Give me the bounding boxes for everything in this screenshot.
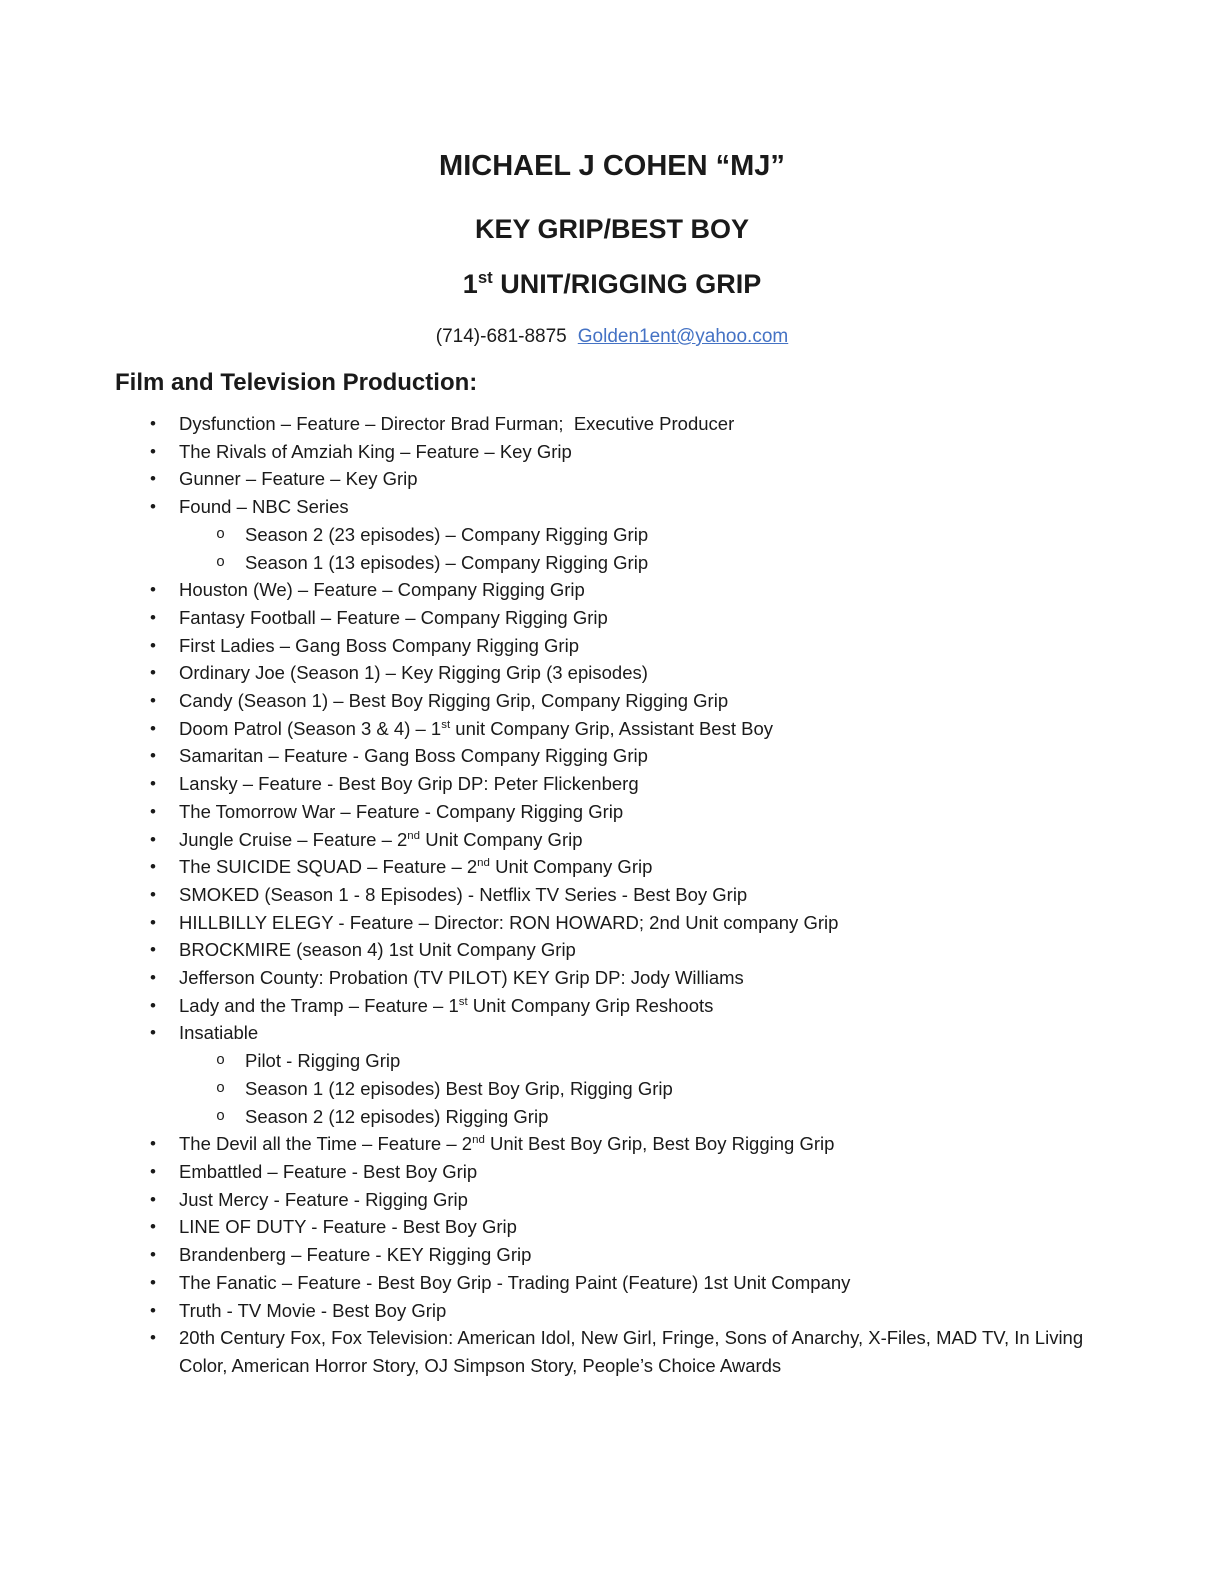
list-item-text: HILLBILLY ELEGY - Feature – Director: RON HOWARD; 2nd Unit company Grip — [179, 911, 839, 933]
list-item-text: Ordinary Joe (Season 1) – Key Rigging Grip (3 episodes) — [179, 662, 648, 684]
bullet-icon: • — [150, 1189, 156, 1209]
list-item-text: Season 1 (13 episodes) – Company Rigging Grip — [245, 551, 649, 573]
list-item-text: SMOKED (Season 1 - 8 Episodes) - Netflix TV Series - Best Boy Grip — [179, 883, 748, 905]
list-item-text: Fantasy Football – Feature – Company Rigging Grip — [179, 606, 608, 628]
bullet-icon: • — [150, 912, 156, 932]
list-item-text: The SUICIDE SQUAD – Feature – 2nd Unit Company Grip — [179, 856, 653, 878]
list-item — [150, 1269, 1095, 1297]
bullet-icon: • — [150, 1272, 156, 1292]
list-item-text: Candy (Season 1) – Best Boy Rigging Grip, Company Rigging Grip — [179, 690, 729, 712]
circle-icon: o — [216, 1107, 226, 1125]
role-title-line1: KEY GRIP/BEST BOY — [474, 214, 750, 244]
bullet-icon: • — [150, 441, 156, 461]
bullet-icon: • — [150, 1161, 156, 1181]
list-item-text: Season 1 (12 episodes) Best Boy Grip, Rigging Grip — [245, 1077, 673, 1099]
email-link[interactable]: Golden1ent@yahoo.com — [577, 326, 789, 347]
list-item — [150, 1158, 1095, 1186]
bullet-icon: • — [150, 940, 156, 960]
bullet-icon: • — [150, 635, 156, 655]
credits-list — [150, 410, 1095, 1380]
list-item — [150, 1019, 1095, 1047]
bullet-icon: • — [150, 469, 156, 489]
list-item-text: 20th Century Fox, Fox Television: American Idol, New Girl, Fringe, Sons of Anarchy, X-Files, MAD TV, In Living Color, American Horror Story, OJ Simpson Story, People’s Choice Awards — [179, 1327, 1089, 1376]
list-item — [150, 881, 1095, 909]
list-item — [150, 798, 1095, 826]
bullet-icon: • — [150, 884, 156, 904]
list-item — [150, 1103, 1095, 1131]
list-item — [150, 1241, 1095, 1269]
list-item — [150, 1047, 1095, 1075]
list-item — [150, 438, 1095, 466]
list-item — [150, 1130, 1095, 1158]
list-item-text: Found – NBC Series — [179, 496, 349, 518]
bullet-icon: • — [150, 1023, 156, 1043]
bullet-icon: • — [150, 1134, 156, 1154]
list-item-text: The Rivals of Amziah King – Feature – Key Grip — [179, 440, 572, 462]
list-item-text: Embattled – Feature - Best Boy Grip — [179, 1160, 478, 1182]
circle-icon: o — [216, 553, 226, 571]
list-item — [150, 1075, 1095, 1103]
bullet-icon: • — [150, 829, 156, 849]
list-item — [150, 826, 1095, 854]
section-heading: Film and Television Production: — [115, 369, 478, 396]
bullet-icon: • — [150, 718, 156, 738]
bullet-icon: • — [150, 968, 156, 988]
list-item-text: Dysfunction – Feature – Director Brad Furman; Executive Producer — [179, 413, 735, 434]
list-item — [150, 659, 1095, 687]
list-item-text: The Tomorrow War – Feature - Company Rigging Grip — [179, 800, 624, 822]
bullet-icon: • — [150, 857, 156, 877]
resume-header — [0, 0, 1224, 348]
list-item — [150, 1297, 1095, 1325]
list-item — [150, 576, 1095, 604]
list-item-text: Samaritan – Feature - Gang Boss Company Rigging Grip — [179, 745, 648, 767]
list-item — [150, 493, 1095, 521]
bullet-icon: • — [150, 663, 156, 683]
list-item-text: The Devil all the Time – Feature – 2nd Unit Best Boy Grip, Best Boy Rigging Grip — [179, 1133, 835, 1155]
list-item — [150, 465, 1095, 493]
contact-line — [0, 326, 1224, 348]
list-item-text: Season 2 (12 episodes) Rigging Grip — [245, 1105, 549, 1127]
circle-icon: o — [216, 1052, 226, 1070]
bullet-icon: • — [150, 607, 156, 627]
list-item — [150, 742, 1095, 770]
bullet-icon: • — [150, 1300, 156, 1320]
list-item — [150, 1186, 1095, 1214]
list-item — [150, 687, 1095, 715]
list-item — [150, 853, 1095, 881]
list-item-text: Jefferson County: Probation (TV PILOT) KEY Grip DP: Jody Williams — [179, 967, 744, 989]
list-item-text: First Ladies – Gang Boss Company Rigging Grip — [179, 634, 579, 656]
bullet-icon: • — [150, 414, 156, 433]
list-item — [150, 936, 1095, 964]
list-item-text: Jungle Cruise – Feature – 2nd Unit Company Grip — [179, 828, 583, 850]
circle-icon: o — [216, 1079, 226, 1097]
list-item-text: Gunner – Feature – Key Grip — [179, 468, 418, 490]
list-item — [150, 770, 1095, 798]
person-name: MICHAEL J COHEN “MJ” — [439, 150, 785, 182]
role-title-line2: 1st UNIT/RIGGING GRIP — [462, 268, 762, 299]
list-item-text: Lansky – Feature - Best Boy Grip DP: Peter Flickenberg — [179, 773, 639, 795]
list-item-text: Lady and the Tramp – Feature – 1st Unit Company Grip Reshoots — [179, 994, 714, 1016]
list-item — [150, 909, 1095, 937]
bullet-icon: • — [150, 1328, 156, 1348]
list-item-text: LINE OF DUTY - Feature - Best Boy Grip — [179, 1216, 517, 1238]
list-item-text: Pilot - Rigging Grip — [245, 1050, 401, 1072]
bullet-icon: • — [150, 995, 156, 1015]
list-item — [150, 1324, 1095, 1379]
bullet-icon: • — [150, 497, 156, 517]
list-item — [150, 604, 1095, 632]
list-item-text: Brandenberg – Feature - KEY Rigging Grip — [179, 1244, 532, 1266]
bullet-icon: • — [150, 746, 156, 766]
phone-number: (714)-681-8875 — [435, 326, 567, 347]
list-item — [150, 632, 1095, 660]
list-item — [150, 1213, 1095, 1241]
bullet-icon: • — [150, 774, 156, 794]
list-item — [150, 521, 1095, 549]
list-item-text: Houston (We) – Feature – Company Rigging Grip — [179, 579, 585, 601]
list-item — [150, 992, 1095, 1020]
list-item-text: Insatiable — [179, 1022, 259, 1044]
list-item-text: Season 2 (23 episodes) – Company Rigging Grip — [245, 523, 649, 545]
circle-icon: o — [216, 525, 226, 543]
list-item — [150, 410, 1095, 438]
bullet-icon: • — [150, 801, 156, 821]
list-item — [150, 964, 1095, 992]
list-item-text: Doom Patrol (Season 3 & 4) – 1st unit Company Grip, Assistant Best Boy — [179, 717, 774, 739]
bullet-icon: • — [150, 691, 156, 711]
list-item — [150, 549, 1095, 577]
bullet-icon: • — [150, 1217, 156, 1237]
list-item-text: The Fanatic – Feature - Best Boy Grip - Trading Paint (Feature) 1st Unit Company — [179, 1271, 851, 1293]
list-item-text: BROCKMIRE (season 4) 1st Unit Company Grip — [179, 939, 576, 961]
list-item-text: Truth - TV Movie - Best Boy Grip — [179, 1299, 447, 1321]
list-item — [150, 715, 1095, 743]
list-item-text: Just Mercy - Feature - Rigging Grip — [179, 1188, 468, 1210]
bullet-icon: • — [150, 580, 156, 600]
bullet-icon: • — [150, 1245, 156, 1265]
